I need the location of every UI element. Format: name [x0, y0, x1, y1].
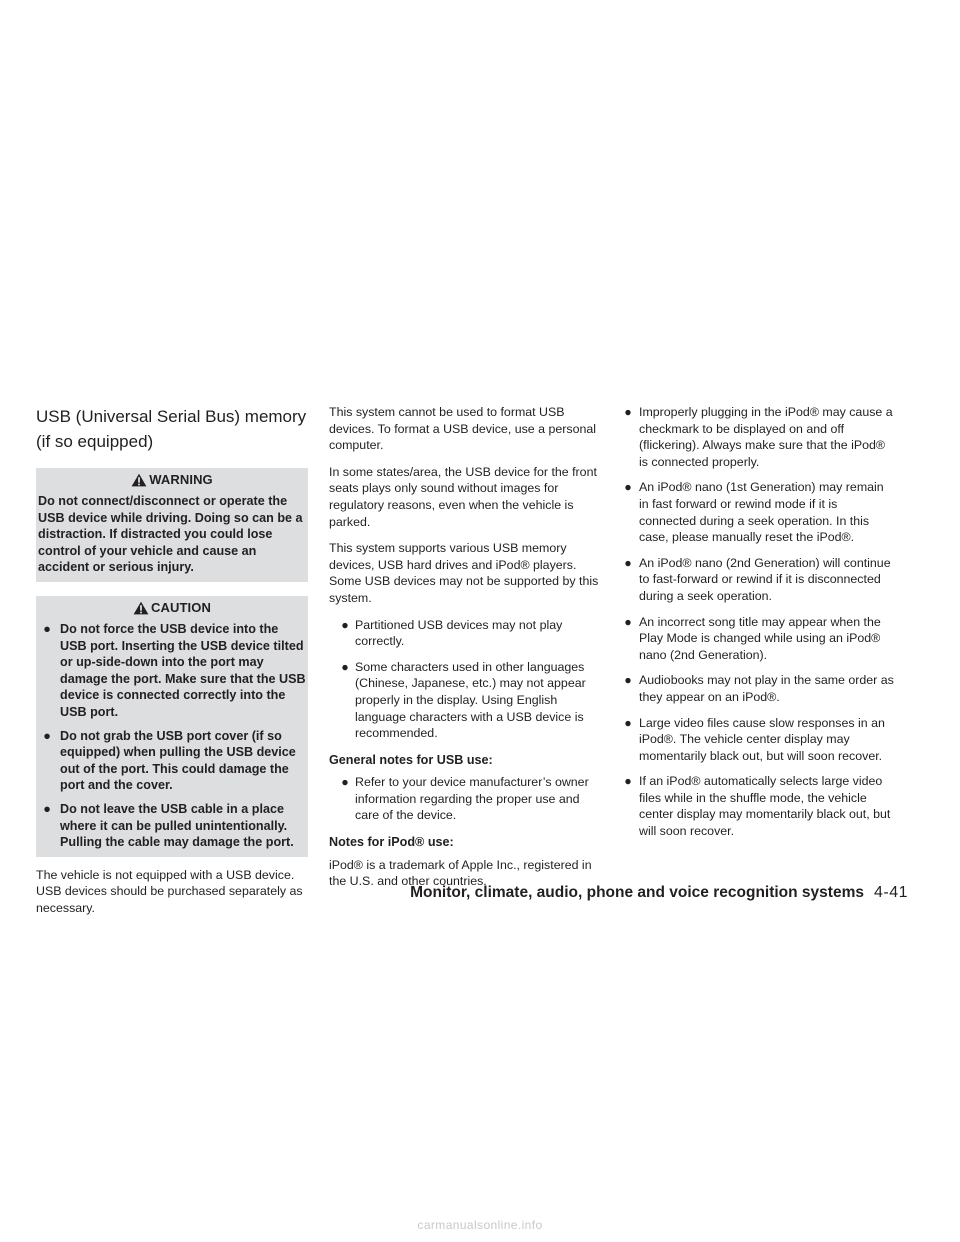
- warning-text: Do not connect/disconnect or operate the USB device while driving. Doing so can be a distraction. If distracted you could lose control of your vehicle and cause an accident or serious injury.: [38, 494, 303, 575]
- general-notes-list: [329, 774, 602, 824]
- caution-item: ● Do not leave the USB cable in a place where it can be pulled unintentionally. Pulling the cable may damage the port.: [38, 801, 306, 851]
- bullet-icon: ●: [624, 715, 632, 730]
- bullet-icon: ●: [341, 775, 349, 790]
- bullet-icon: ●: [624, 480, 632, 495]
- warning-label: WARNING: [149, 471, 213, 487]
- bullet-icon: ●: [624, 614, 632, 629]
- paragraph: In some states/area, the USB device for the front seats plays only sound without images for regulatory reasons, even when the vehicle is parked.: [329, 464, 597, 529]
- warning-triangle-icon: [131, 473, 147, 487]
- paragraph: This system supports various USB memory devices, USB hard drives and iPod® players. Some USB devices may not be supported by this system.: [329, 541, 599, 605]
- list-item: ● Large video files cause slow responses in an iPod®. The vehicle center display may momentarily black out, but will soon recover.: [624, 715, 885, 763]
- usb-purchase-note: The vehicle is not equipped with a USB device. USB devices should be purchased separately as necessary.: [36, 867, 303, 915]
- list-item: ● If an iPod® automatically selects large video files while in the shuffle mode, the vehicle center display may momentarily black out, but will soon recover.: [624, 774, 891, 839]
- list-item: ● An iPod® nano (1st Generation) may remain in fast forward or rewind mode if it is connected during a seek operation. In this case, please manually reset the iPod®.: [624, 480, 884, 545]
- bullet-icon: ●: [43, 801, 51, 816]
- caution-item: ● Do not force the USB device into the USB port. Inserting the USB device tilted or up-side-down into the port may damage the port. Make sure that the USB device is connected correctly into the USB port.: [38, 621, 306, 721]
- bullet-icon: ●: [624, 774, 632, 789]
- bullet-icon: ●: [624, 673, 632, 688]
- watermark: carmanualsonline.info: [417, 1218, 543, 1232]
- list-item: ● Refer to your device manufacturer’s owner information regarding the proper use and care of the device.: [341, 775, 589, 823]
- chapter-title: Monitor, climate, audio, phone and voice recognition systems: [410, 884, 864, 901]
- usb-support-list: [329, 617, 602, 742]
- page-number: 4-41: [873, 884, 908, 901]
- bullet-icon: ●: [341, 659, 349, 674]
- caution-box: [36, 596, 308, 857]
- column-left: [36, 404, 308, 926]
- column-right: [623, 404, 896, 850]
- paragraph: iPod® is a trademark of Apple Inc., registered in the U.S. and other countries.: [329, 857, 592, 889]
- bullet-icon: ●: [624, 405, 632, 419]
- caution-list: [38, 621, 306, 851]
- caution-item: ● Do not grab the USB port cover (if so equipped) when pulling the USB device out of the port. This could damage the port and the cover.: [38, 728, 306, 794]
- bullet-icon: ●: [43, 728, 51, 743]
- caution-label: CAUTION: [151, 599, 211, 615]
- bullet-icon: ●: [43, 621, 51, 636]
- warning-triangle-icon: [133, 601, 149, 615]
- bullet-icon: ●: [624, 555, 632, 570]
- heading-ipod-notes: Notes for iPod® use:: [329, 835, 454, 850]
- heading-general-notes: General notes for USB use:: [329, 752, 493, 767]
- list-item: ● An incorrect song title may appear when the Play Mode is changed while using an iPod® nano (2nd Generation).: [624, 614, 881, 662]
- bullet-icon: ●: [341, 617, 349, 632]
- list-item: ● Some characters used in other languages (Chinese, Japanese, etc.) may not appear properly in the display. Using English language characters with a USB device is recommended.: [341, 659, 586, 741]
- paragraph: This system cannot be used to format USB devices. To format a USB device, use a personal computer.: [329, 405, 596, 453]
- list-item: ● An iPod® nano (2nd Generation) will continue to fast-forward or rewind if it is disconnected during a seek operation.: [624, 555, 891, 603]
- warning-box: [36, 468, 308, 582]
- page-footer: [410, 884, 908, 902]
- section-title: USB (Universal Serial Bus) memory (if so equipped): [36, 407, 307, 451]
- warning-header: [38, 472, 306, 488]
- list-item: ● Audiobooks may not play in the same order as they appear on an iPod®.: [624, 673, 894, 704]
- caution-header: [38, 600, 306, 616]
- list-item: ● Improperly plugging in the iPod® may cause a checkmark to be displayed on and off (flickering). Always make sure that the iPod® is connected properly.: [624, 405, 893, 469]
- column-middle: [329, 404, 602, 900]
- ipod-notes-list: [623, 404, 896, 840]
- list-item: ● Partitioned USB devices may not play correctly.: [341, 617, 563, 649]
